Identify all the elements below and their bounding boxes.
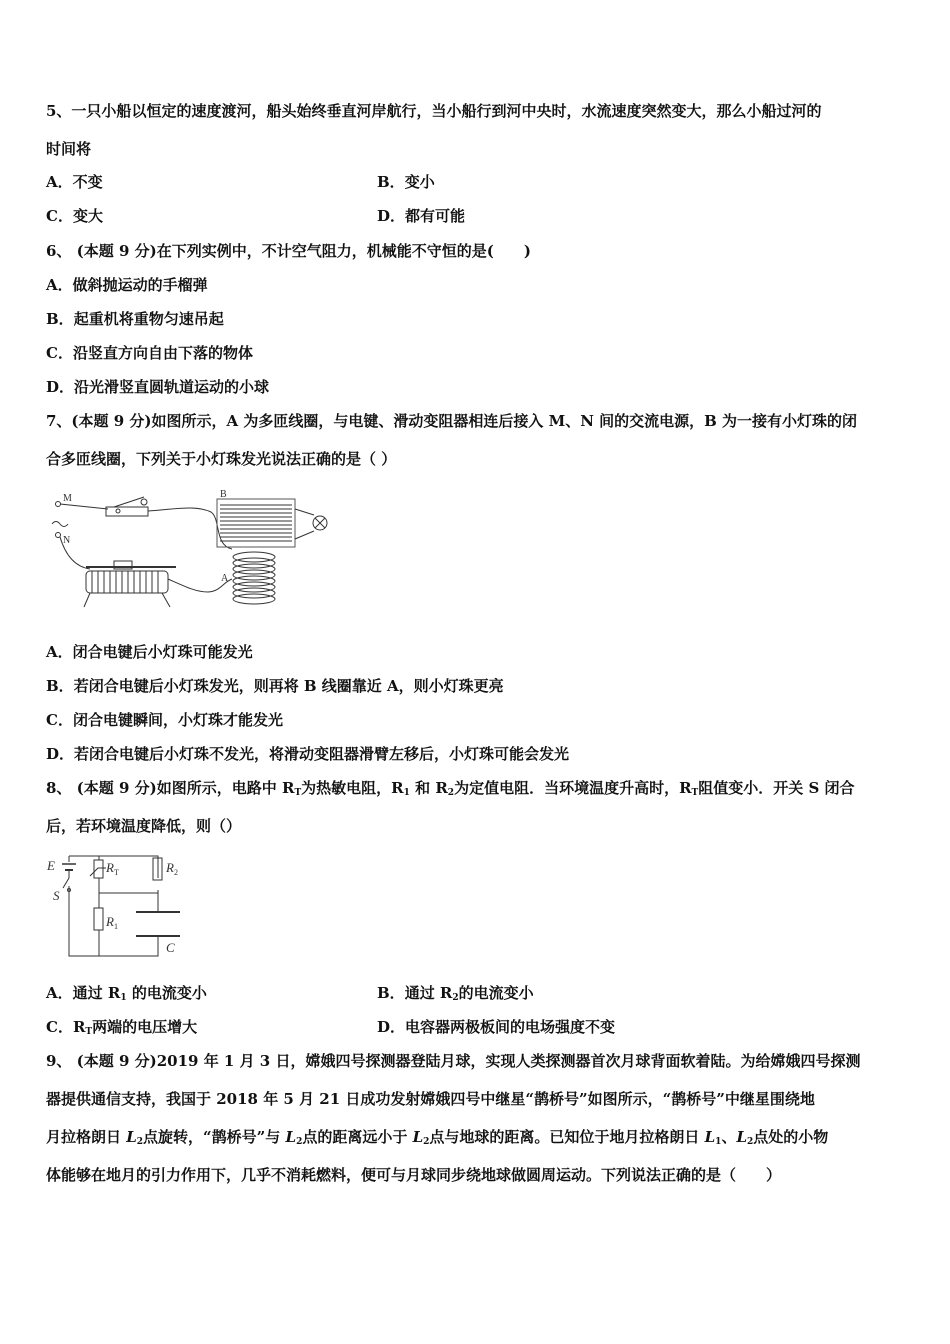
q7-stem-line1: 7、(本题 9 分)如图所示，A 为多匝线圈，与电键、滑动变阻器相连后接入 M、N 间的交流电源，B 为一接有小灯珠的闭 (46, 412, 858, 430)
q5-option-a: A．不变 (46, 173, 103, 191)
q7-option-c: C．闭合电键瞬间，小灯珠才能发光 (46, 711, 283, 729)
q5-option-c: C．变大 (46, 207, 103, 225)
q8-option-b: B．通过 $R_2$的电流变小 (377, 984, 534, 1003)
q6-option-d: D．沿光滑竖直圆轨道运动的小球 (46, 378, 270, 396)
q5-stem-line1: 5、一只小船以恒定的速度渡河，船头始终垂直河岸航行，当小船行到河中央时，水流速度突然变大，那么小船过河的 (46, 102, 822, 120)
terminal-n (56, 533, 61, 538)
q7-stem-line2: 合多匝线圈，下列关于小灯珠发光说法正确的是（ ） (46, 450, 397, 468)
q7-option-d: D．若闭合电键后小灯珠不发光，将滑动变阻器滑臂左移后，小灯珠可能会发光 (46, 745, 570, 763)
knife-switch (106, 507, 148, 516)
rheostat (84, 561, 176, 607)
q7-circuit-figure (46, 487, 336, 612)
q8-option-d: D．电容器两极板间的电场强度不变 (377, 1018, 616, 1036)
coil-b (217, 499, 295, 547)
label-m: M (63, 493, 72, 504)
terminal-m (56, 502, 61, 507)
q9-line3: 月拉格朗日 $L_2$点旋转，“鹊桥号”与 $L_2$点的距离远小于 $L_2$点与地球的距离。已知位于地月拉格朗日 $L_1$、$L_2$点处的小物 (46, 1128, 829, 1147)
q9-line2: 器提供通信支持，我国于 2018 年 5 月 21 日成功发射嫦娥四号中继星“鹊桥号”如图所示，“鹊桥号”中继星围绕地 (46, 1090, 815, 1108)
q6-option-c: C．沿竖直方向自由下落的物体 (46, 344, 253, 362)
q7-option-a: A．闭合电键后小灯珠可能发光 (46, 643, 253, 661)
q8-stem-line2: 后，若环境温度降低，则（） (46, 817, 242, 835)
q7-option-b: B．若闭合电键后小灯珠发光，则再将 B 线圈靠近 A，则小灯珠更亮 (46, 677, 504, 695)
q8-circuit-figure (46, 848, 196, 963)
q9-line1: 9、 (本题 9 分)2019 年 1 月 3 日，嫦娥四号探测器登陆月球，实现人类探测器首次月球背面软着陆。为给嫦娥四号探测 (46, 1052, 861, 1070)
switch-s (63, 878, 69, 888)
resistor-r1 (94, 908, 103, 930)
q5-stem-line2: 时间将 (46, 140, 92, 158)
q5-option-d: D．都有可能 (377, 207, 466, 225)
ac-symbol (52, 522, 68, 527)
q6-option-b: B．起重机将重物匀速吊起 (46, 310, 224, 328)
q8-stem-line1: 8、 (本题 9 分)如图所示，电路中 $R_T$为热敏电阻，$R_1$ 和 $R_2$为定值电阻．当环境温度升高时，$R_T$阻值变小．开关 S 闭合 (46, 779, 855, 798)
coil-a (233, 552, 275, 604)
label-c: C (166, 940, 175, 955)
label-a: A (221, 573, 229, 584)
label-r2: $R_2$ (166, 860, 178, 877)
q8-option-c: C．$R_T$两端的电压增大 (46, 1018, 198, 1037)
label-s: S (53, 888, 60, 903)
q5-option-b: B．变小 (377, 173, 435, 191)
q9-line4: 体能够在地月的引力作用下，几乎不消耗燃料，便可与月球同步绕地球做圆周运动。下列说法正确的是（ ） (46, 1166, 782, 1184)
label-n: N (63, 535, 71, 546)
thermistor-rt (94, 860, 103, 878)
q8-option-a: A．通过 $R_1$ 的电流变小 (46, 984, 207, 1003)
label-r1: $R_1$ (106, 914, 118, 931)
label-e: E (47, 858, 55, 873)
q6-option-a: A．做斜抛运动的手榴弹 (46, 276, 208, 294)
lamp-icon (313, 516, 327, 530)
q6-stem: 6、 (本题 9 分)在下列实例中，不计空气阻力，机械能不守恒的是( ) (46, 242, 531, 260)
label-b: B (220, 489, 227, 500)
label-rt: $R_T$ (106, 860, 119, 877)
